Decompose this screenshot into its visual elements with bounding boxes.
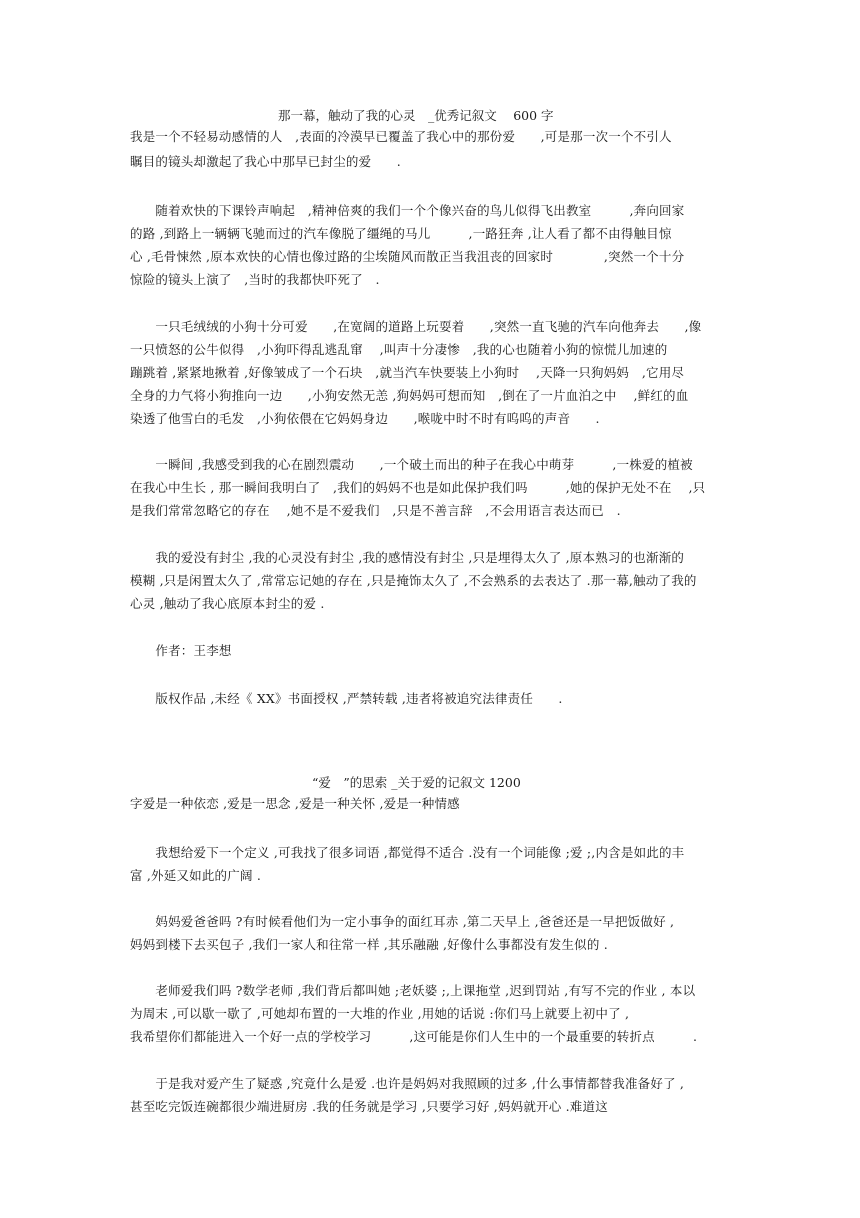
essay2-p3-line: 我希望你们都能进入一个好一点的学校学习 ,这可能是你们人生中的一个最重要的转折点 . <box>130 1029 698 1044</box>
essay2-p1-line: 我想给爱下一个定义 ,可我找了很多词语 ,都觉得不适合 .没有一个词能像 ;爱 ;,内含是如此的丰 <box>130 845 685 860</box>
essay1-p2-line: 全身的力气将小狗推向一边 ,小狗安然无恙 ,狗妈妈可想而知 ,倒在了一片血泊之中 ,鲜红的血 <box>130 388 689 403</box>
essay1-p4-line: 我的爱没有封尘 ,我的心灵没有封尘 ,我的感情没有封尘 ,只是埋得太久了 ,原本熟习的也渐渐的 <box>130 550 685 565</box>
essay1-copyright: 版权作品 ,未经《 XX》书面授权 ,严禁转载 ,违者将被追究法律责任 . <box>130 691 563 706</box>
essay2-p3-line: 为周末 ,可以歇一歇了 ,可她却布置的一大堆的作业 ,用她的话说 :你们马上就要上初中了 , <box>130 1006 630 1021</box>
essay1-p2-line: 一只愤怒的公牛似得 ,小狗吓得乱逃乱窜 ,叫声十分凄惨 ,我的心也随着小狗的惊慌儿加速的 <box>130 342 668 357</box>
essay1-p4-line: 模糊 ,只是闲置太久了 ,常常忘记她的存在 ,只是掩饰太久了 ,不会熟系的去表达了 .那一幕,触动了我的 <box>130 573 697 588</box>
essay2-p4-line: 甚至吃完饭连碗都很少端进厨房 .我的任务就是学习 ,只要学习好 ,妈妈就开心 .难道这 <box>130 1099 608 1114</box>
essay1-p1-line: 的路 ,到路上一辆辆飞驰而过的汽车像脱了缰绳的马儿 ,一路狂奔 ,让人看了都不由得触目惊 <box>130 226 672 241</box>
essay1-p2-line: 一只毛绒绒的小狗十分可爱 ,在宽阔的道路上玩耍着 ,突然一直飞驰的汽车向他奔去 ,像 <box>130 319 702 334</box>
essay2-p2-line: 妈妈到楼下去买包子 ,我们一家人和往常一样 ,其乐融融 ,好像什么事都没有发生似的 . <box>130 937 608 952</box>
essay1-p3-line: 在我心中生长 , 那一瞬间我明白了 ,我们的妈妈不也是如此保护我们吗 ,她的保护无处不在 ,只 <box>130 480 706 495</box>
essay1-intro-line: 我是一个不轻易动感情的人 ,表面的冷漠早已覆盖了我心中的那份爱 ,可是那一次一个不引人 <box>130 129 672 144</box>
essay1-title: 那一幕，触动了我的心灵 _优秀记叙文 600 字 <box>278 108 554 123</box>
essay2-p3-line: 老师爱我们吗 ?数学老师 ,我们背后都叫她 ;老妖婆 ;,上课拖堂 ,迟到罚站 ,有写不完的作业 , 本以 <box>130 983 696 998</box>
essay1-p4-line: 心灵 ,触动了我心底原本封尘的爱 . <box>130 596 325 611</box>
essay2-p4-line: 于是我对爱产生了疑惑 ,究竟什么是爱 .也许是妈妈对我照顾的过多 ,什么事情都替我准备好了 , <box>130 1076 685 1091</box>
essay2-intro: 字爱是一种依恋 ,爱是一思念 ,爱是一种关怀 ,爱是一种情感 <box>130 796 460 811</box>
essay2-p1-line: 富 ,外延又如此的广阔 . <box>130 868 261 883</box>
essay1-author: 作者：王李想 <box>130 643 232 658</box>
essay1-p1-line: 随着欢快的下课铃声响起 ,精神倍爽的我们一个个像兴奋的鸟儿似得飞出教室 ,奔向回家 <box>130 203 685 218</box>
essay1-p3-line: 一瞬间 ,我感受到我的心在剧烈震动 ,一个破土而出的种子在我心中萌芽 ,一株爱的植被 <box>130 457 693 472</box>
essay1-p3-line: 是我们常常忽略它的存在 ,她不是不爱我们 ,只是不善言辞 ,不会用语言表达而已 . <box>130 503 621 518</box>
essay1-p2-line: 蹦跳着 ,紧紧地揪着 ,好像皱成了一个石块 ,就当汽车快要装上小狗时 ,天降一只狗妈妈 ,它用尽 <box>130 365 685 380</box>
essay1-intro-line: 瞩目的镜头却激起了我心中那早已封尘的爱 . <box>130 154 401 169</box>
essay2-p2-line: 妈妈爱爸爸吗 ?有时候看他们为一定小事争的面红耳赤 ,第二天早上 ,爸爸还是一早把饭做好 , <box>130 914 675 929</box>
essay1-p2-line: 染透了他雪白的毛发 ,小狗依偎在它妈妈身边 ,喉咙中时不时有呜呜的声音 . <box>130 411 600 426</box>
essay1-p1-line: 惊险的镜头上演了 ,当时的我都快吓死了 . <box>130 272 380 287</box>
essay1-p1-line: 心 ,毛骨悚然 ,原本欢快的心情也像过路的尘埃随风而散正当我沮丧的回家时 ,突然一个十分 <box>130 249 685 264</box>
essay2-title: “爱 ”的思索 _关于爱的记叙文 1200 <box>312 775 521 790</box>
